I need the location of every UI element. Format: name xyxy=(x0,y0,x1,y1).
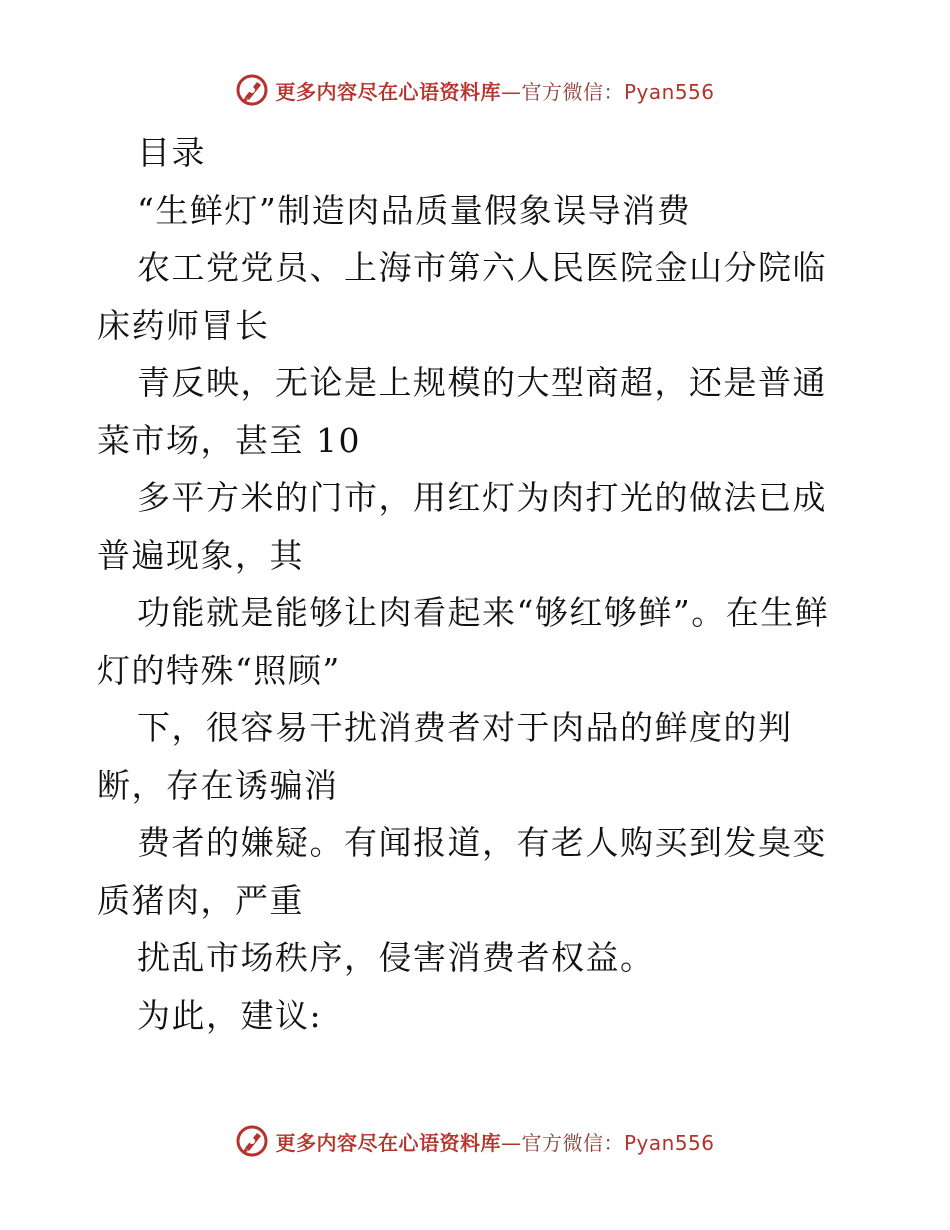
article-title: “生鲜灯”制造肉品质量假象误导消费 xyxy=(137,190,692,230)
header-banner-text xyxy=(275,76,714,105)
header-banner-inner xyxy=(235,73,714,107)
footer-contact-text: 官方微信： xyxy=(521,1130,624,1155)
footer-contact-id: Pyan556 xyxy=(623,1130,715,1155)
header-banner xyxy=(0,70,950,110)
header-site-text: 更多内容尽在心语资料库 xyxy=(275,79,501,104)
footer-dash: — xyxy=(500,1130,522,1155)
header-contact-id: Pyan556 xyxy=(623,79,715,104)
paragraph-line: 费者的嫌疑。有闻报道，有老人购买到发臭变质猪肉，严重 xyxy=(97,823,827,920)
paragraph-line: 多平方米的门市，用红灯为肉打光的做法已成普遍现象，其 xyxy=(97,478,827,575)
toc-heading: 目录 xyxy=(137,133,206,172)
footer-site-text: 更多内容尽在心语资料库 xyxy=(275,1130,501,1155)
pen-circle-logo-icon xyxy=(235,1124,269,1158)
header-contact-text: 官方微信： xyxy=(521,79,624,104)
paragraph-line: 青反映，无论是上规模的大型商超，还是普通菜市场，甚至 10 xyxy=(97,363,827,460)
paragraph-line: 扰乱市场秩序，侵害消费者权益。 xyxy=(137,938,655,977)
footer-banner-inner xyxy=(235,1124,714,1158)
footer-banner-text xyxy=(275,1127,714,1156)
footer-banner xyxy=(0,1121,950,1161)
paragraph-line: 农工党党员、上海市第六人民医院金山分院临床药师冒长 xyxy=(97,248,827,345)
paragraph-line: 下，很容易干扰消费者对于肉品的鲜度的判断，存在诱骗消 xyxy=(97,708,793,805)
document-body xyxy=(97,124,857,1044)
header-dash: — xyxy=(500,79,522,104)
paragraph-line: 功能就是能够让肉看起来“够红够鲜”。在生鲜灯的特殊“照顾” xyxy=(97,593,830,690)
paragraph-line: 为此，建议: xyxy=(137,995,323,1035)
pen-circle-logo-icon xyxy=(235,73,269,107)
